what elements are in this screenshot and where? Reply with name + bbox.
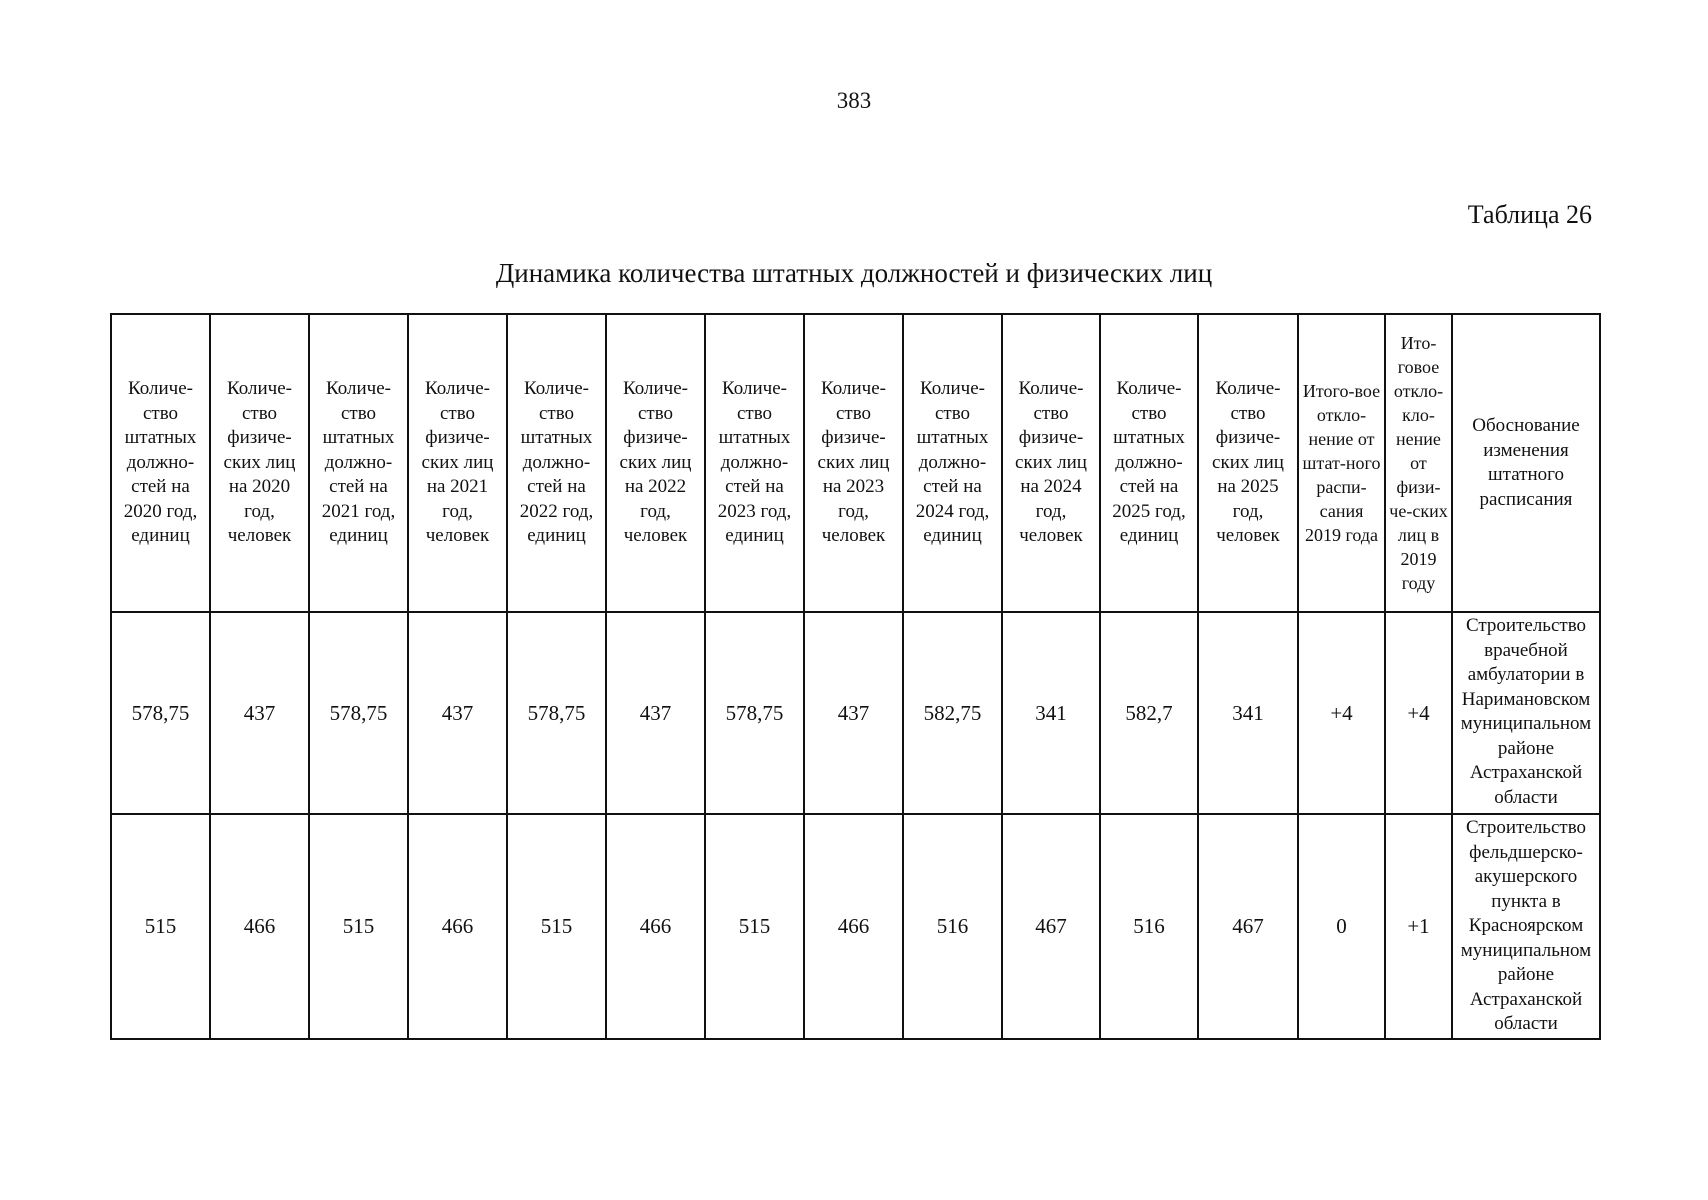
table-cell: 578,75 — [111, 612, 210, 814]
table-cell: +4 — [1298, 612, 1385, 814]
column-header: Количе-ство штатных должно-стей на 2024 год, единиц — [903, 314, 1002, 612]
table-cell: 0 — [1298, 814, 1385, 1039]
table-cell: 466 — [804, 814, 903, 1039]
table-row — [111, 612, 1600, 814]
column-header: Обоснование изменения штатного расписания — [1452, 314, 1600, 612]
column-header: Количе-ство физиче-ских лиц на 2022 год, человек — [606, 314, 705, 612]
table-cell: 341 — [1198, 612, 1298, 814]
table-cell: 578,75 — [507, 612, 606, 814]
column-header: Ито-говое откло-кло-нение от физи-че-ских лиц в 2019 году — [1385, 314, 1452, 612]
column-header: Количе-ство штатных должно-стей на 2021 год, единиц — [309, 314, 408, 612]
justification-cell: Строительство врачебной амбулатории в Наримановском муниципальном районе Астраханской области — [1452, 612, 1600, 814]
table-title: Динамика количества штатных должностей и физических лиц — [495, 258, 1213, 288]
table-cell: 578,75 — [705, 612, 804, 814]
table-cell: 467 — [1198, 814, 1298, 1039]
table-cell: 516 — [1100, 814, 1198, 1039]
table-cell: 437 — [804, 612, 903, 814]
table-cell: 582,7 — [1100, 612, 1198, 814]
table-cell: +1 — [1385, 814, 1452, 1039]
table-cell: 582,75 — [903, 612, 1002, 814]
table-cell: 466 — [408, 814, 507, 1039]
table-cell: 437 — [408, 612, 507, 814]
column-header: Количе-ство физиче-ских лиц на 2025 год, человек — [1198, 314, 1298, 612]
column-header: Количе-ство штатных должно-стей на 2025 год, единиц — [1100, 314, 1198, 612]
table-cell: 515 — [705, 814, 804, 1039]
column-header: Итого-вое откло-нение от штат-ного распи-сания 2019 года — [1298, 314, 1385, 612]
table-cell: 516 — [903, 814, 1002, 1039]
table-cell: 437 — [606, 612, 705, 814]
column-header: Количе-ство штатных должно-стей на 2020 год, единиц — [111, 314, 210, 612]
table-label: Таблица 26 — [1467, 200, 1592, 229]
column-header: Количе-ство штатных должно-стей на 2022 год, единиц — [507, 314, 606, 612]
table-cell: 578,75 — [309, 612, 408, 814]
page-number: 383 — [836, 88, 872, 113]
table-cell: 466 — [606, 814, 705, 1039]
table-cell: 515 — [111, 814, 210, 1039]
table-cell: +4 — [1385, 612, 1452, 814]
table-cell: 466 — [210, 814, 309, 1039]
table-header-row — [111, 314, 1600, 612]
table-row — [111, 814, 1600, 1039]
table-cell: 467 — [1002, 814, 1100, 1039]
column-header: Количе-ство физиче-ских лиц на 2024 год, человек — [1002, 314, 1100, 612]
table-cell: 515 — [507, 814, 606, 1039]
staffing-table — [110, 313, 1601, 1040]
column-header: Количе-ство физиче-ских лиц на 2020 год, человек — [210, 314, 309, 612]
justification-cell: Строительство фельдшерско-акушерского пункта в Красноярском муниципальном районе Астраханской области — [1452, 814, 1600, 1039]
table-cell: 437 — [210, 612, 309, 814]
table-cell: 341 — [1002, 612, 1100, 814]
column-header: Количе-ство физиче-ских лиц на 2021 год, человек — [408, 314, 507, 612]
column-header: Количе-ство штатных должно-стей на 2023 год, единиц — [705, 314, 804, 612]
table-cell: 515 — [309, 814, 408, 1039]
column-header: Количе-ство физиче-ских лиц на 2023 год, человек — [804, 314, 903, 612]
